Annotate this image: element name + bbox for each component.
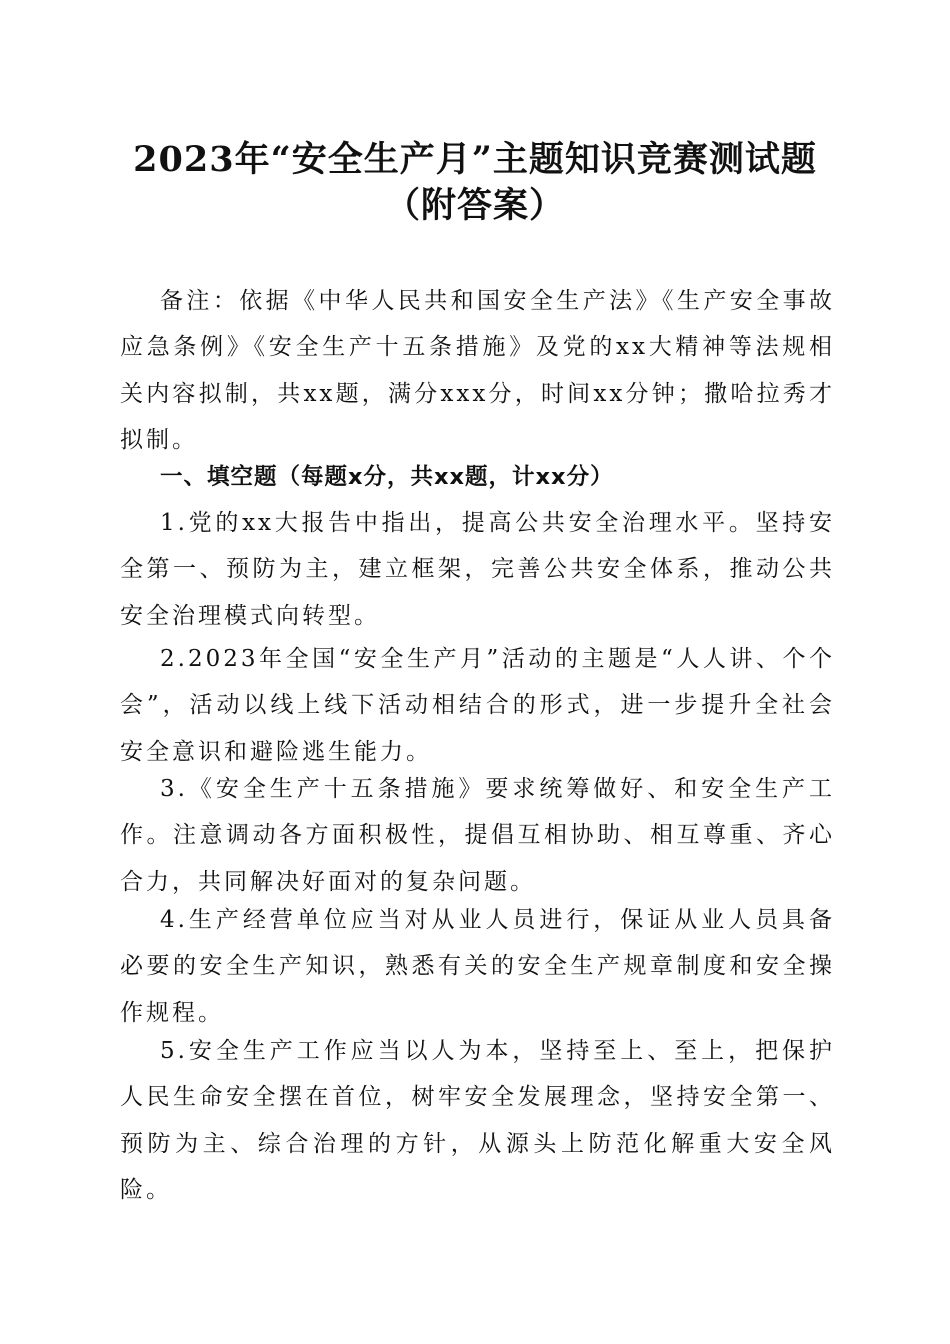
question-4: 4.生产经营单位应当对从业人员进行，保证从业人员具备必要的安全生产知识，熟悉有关的安全生产规章制度和安全操作规程。 — [120, 907, 835, 1026]
section-heading: 一、填空题（每题x分，共xx题，计xx分） — [160, 464, 614, 490]
question-2: 2.2023年全国“安全生产月”活动的主题是“人人讲、个个会”，活动以线上线下活动相结合的形式，进一步提升全社会安全意识和避险逃生能力。 — [120, 646, 835, 765]
question-3: 3.《安全生产十五条措施》要求统筹做好、和安全生产工作。注意调动各方面积极性，提倡互相协助、相互尊重、齐心合力，共同解决好面对的复杂问题。 — [120, 776, 835, 895]
question-1: 1.党的xx大报告中指出，提高公共安全治理水平。坚持安全第一、预防为主，建立框架，完善公共安全体系，推动公共安全治理模式向转型。 — [120, 510, 835, 629]
note-paragraph: 备注：依据《中华人民共和国安全生产法》《生产安全事故应急条例》《安全生产十五条措施》及党的xx大精神等法规相关内容拟制，共xx题，满分xxx分，时间xx分钟；撒哈拉秀才拟制。 — [120, 288, 835, 454]
document-title: 2023年“安全生产月”主题知识竞赛测试题 — [133, 139, 817, 180]
question-5: 5.安全生产工作应当以人为本，坚持至上、至上，把保护人民生命安全摆在首位，树牢安全发展理念，坚持安全第一、预防为主、综合治理的方针，从源头上防范化解重大安全风险。 — [120, 1038, 835, 1204]
document-subtitle: （附答案） — [384, 185, 565, 226]
